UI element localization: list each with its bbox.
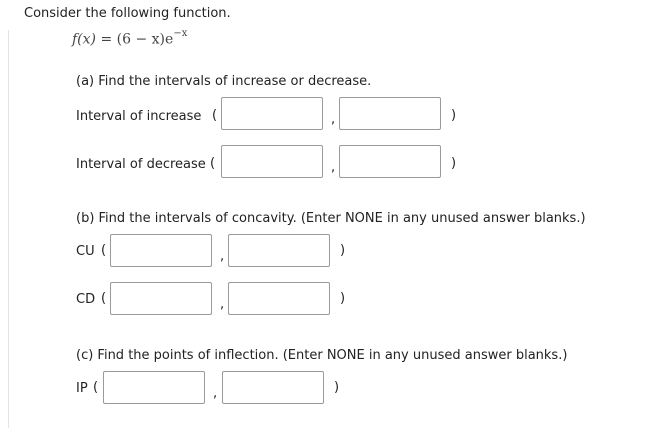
increase-start-input[interactable]: [221, 97, 323, 130]
formula-rhs-exponent: −x: [173, 28, 188, 39]
decrease-comma: ,: [331, 160, 336, 175]
increase-close-paren: ): [451, 108, 457, 123]
left-rule: [8, 30, 9, 428]
part-a-prompt: (a) Find the intervals of increase or decrease.: [76, 74, 372, 89]
decrease-start-input[interactable]: [221, 145, 323, 178]
part-b-prompt: (b) Find the intervals of concavity. (Enter NONE in any unused answer blanks.): [76, 211, 586, 226]
cu-comma: ,: [220, 249, 225, 264]
decrease-open-paren: (: [210, 156, 216, 171]
cu-label: CU: [76, 244, 95, 259]
ip-label: IP: [76, 381, 88, 396]
formula-lhs: f(x): [72, 31, 97, 48]
increase-label: Interval of increase: [76, 109, 202, 124]
ip-x-input[interactable]: [103, 371, 205, 404]
part-c-prompt: (c) Find the points of inflection. (Enter NONE in any unused answer blanks.): [76, 348, 568, 363]
ip-y-input[interactable]: [222, 371, 324, 404]
cd-label: CD: [76, 292, 96, 307]
cd-close-paren: ): [340, 291, 346, 306]
cu-close-paren: ): [340, 243, 346, 258]
ip-comma: ,: [213, 386, 218, 401]
cd-open-paren: (: [101, 291, 107, 306]
increase-open-paren: (: [212, 108, 218, 123]
cd-start-input[interactable]: [110, 282, 212, 315]
cd-comma: ,: [220, 297, 225, 312]
ip-close-paren: ): [334, 380, 340, 395]
ip-open-paren: (: [93, 380, 99, 395]
decrease-label: Interval of decrease: [76, 157, 206, 172]
cd-end-input[interactable]: [228, 282, 330, 315]
decrease-end-input[interactable]: [339, 145, 441, 178]
function-formula: [72, 30, 187, 48]
formula-rhs-base: (6 − x)e: [116, 31, 174, 48]
cu-start-input[interactable]: [110, 234, 212, 267]
cu-open-paren: (: [101, 243, 107, 258]
formula-equals: =: [100, 31, 113, 48]
increase-end-input[interactable]: [339, 97, 441, 130]
intro-text: Consider the following function.: [24, 6, 231, 21]
decrease-close-paren: ): [451, 156, 457, 171]
cu-end-input[interactable]: [228, 234, 330, 267]
increase-comma: ,: [331, 112, 336, 127]
